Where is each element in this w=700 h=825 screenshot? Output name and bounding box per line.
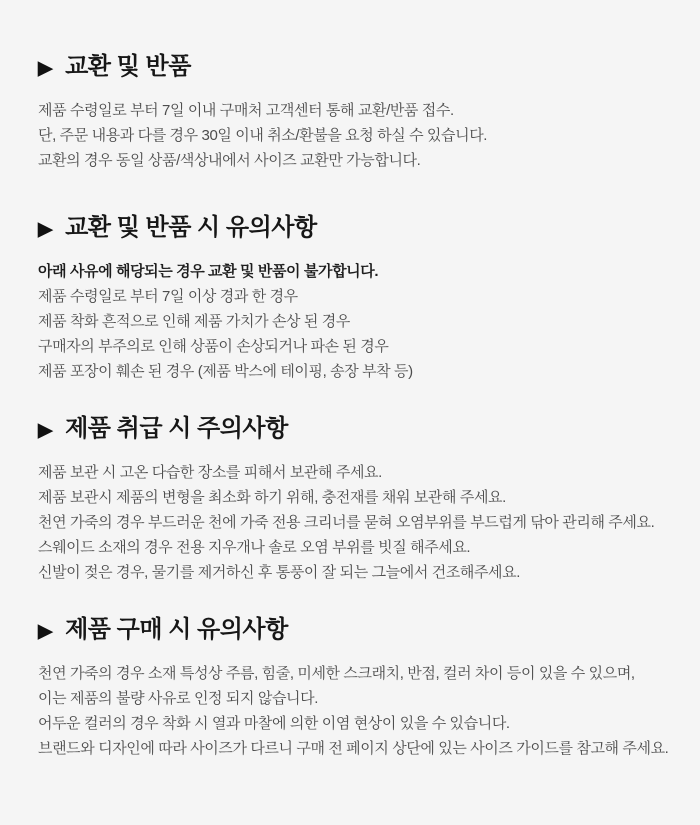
notice-line: 천연 가죽의 경우 소재 특성상 주름, 힘줄, 미세한 스크래치, 반점, 컬러 차이 등이 있을 수 있으며, [38, 665, 635, 682]
notice-line: 제품 포장이 훼손 된 경우 (제품 박스에 테이핑, 송장 부착 등) [38, 363, 413, 380]
notice-line: 브랜드와 디자인에 따라 사이즈가 다르니 구매 전 페이지 상단에 있는 사이즈 가이드를 참고해 주세요. [38, 740, 669, 757]
section-product-handling-body [38, 460, 672, 585]
triangle-bullet-icon: ▶ [38, 57, 53, 79]
notice-line: 구매자의 부주의로 인해 상품이 손상되거나 파손 된 경우 [38, 338, 389, 355]
notice-line: 제품 수령일로 부터 7일 이내 구매처 고객센터 통해 교환/반품 접수. [38, 102, 454, 119]
notice-line-emphasis: 아래 사유에 해당되는 경우 교환 및 반품이 불가합니다. [38, 263, 379, 280]
section-exchange-return-caution-header [38, 213, 672, 243]
notice-line: 스웨이드 소재의 경우 전용 지우개나 솔로 오염 부위를 빗질 해주세요. [38, 539, 471, 556]
triangle-bullet-icon: ▶ [38, 218, 53, 240]
notice-line: 교환의 경우 동일 상품/색상내에서 사이즈 교환만 가능합니다. [38, 152, 421, 169]
section-title: 제품 취급 시 주의사항 [65, 415, 288, 442]
section-product-handling-header [38, 414, 672, 444]
section-purchase-caution-body [38, 661, 672, 761]
notice-line: 제품 보관 시 고온 다습한 장소를 피해서 보관해 주세요. [38, 464, 382, 481]
notice-line: 신발이 젖은 경우, 물기를 제거하신 후 통풍이 잘 되는 그늘에서 건조해주세요. [38, 564, 521, 581]
section-exchange-return-body [38, 98, 672, 173]
notice-line: 제품 수령일로 부터 7일 이상 경과 한 경우 [38, 288, 298, 305]
notice-line: 제품 보관시 제품의 변형을 최소화 하기 위해, 충전재를 채워 보관해 주세요. [38, 489, 506, 506]
section-exchange-return-caution-body [38, 259, 672, 384]
triangle-bullet-icon: ▶ [38, 419, 53, 441]
section-title: 제품 구매 시 유의사항 [65, 616, 288, 643]
notice-line: 어두운 컬러의 경우 착화 시 열과 마찰에 의한 이염 현상이 있을 수 있습니다. [38, 715, 510, 732]
section-purchase-caution [38, 615, 672, 761]
section-exchange-return [38, 52, 672, 173]
notice-line: 천연 가죽의 경우 부드러운 천에 가죽 전용 크리너를 묻혀 오염부위를 부드럽게 닦아 관리해 주세요. [38, 514, 655, 531]
section-product-handling [38, 414, 672, 585]
triangle-bullet-icon: ▶ [38, 620, 53, 642]
notice-line: 이는 제품의 불량 사유로 인정 되지 않습니다. [38, 690, 318, 707]
notice-line: 제품 착화 흔적으로 인해 제품 가치가 손상 된 경우 [38, 313, 350, 330]
section-purchase-caution-header [38, 615, 672, 645]
section-exchange-return-caution [38, 213, 672, 384]
section-exchange-return-header [38, 52, 672, 82]
notice-line: 단, 주문 내용과 다를 경우 30일 이내 취소/환불을 요청 하실 수 있습니다. [38, 127, 488, 144]
section-title: 교환 및 반품 [65, 53, 191, 80]
section-title: 교환 및 반품 시 유의사항 [65, 214, 317, 241]
